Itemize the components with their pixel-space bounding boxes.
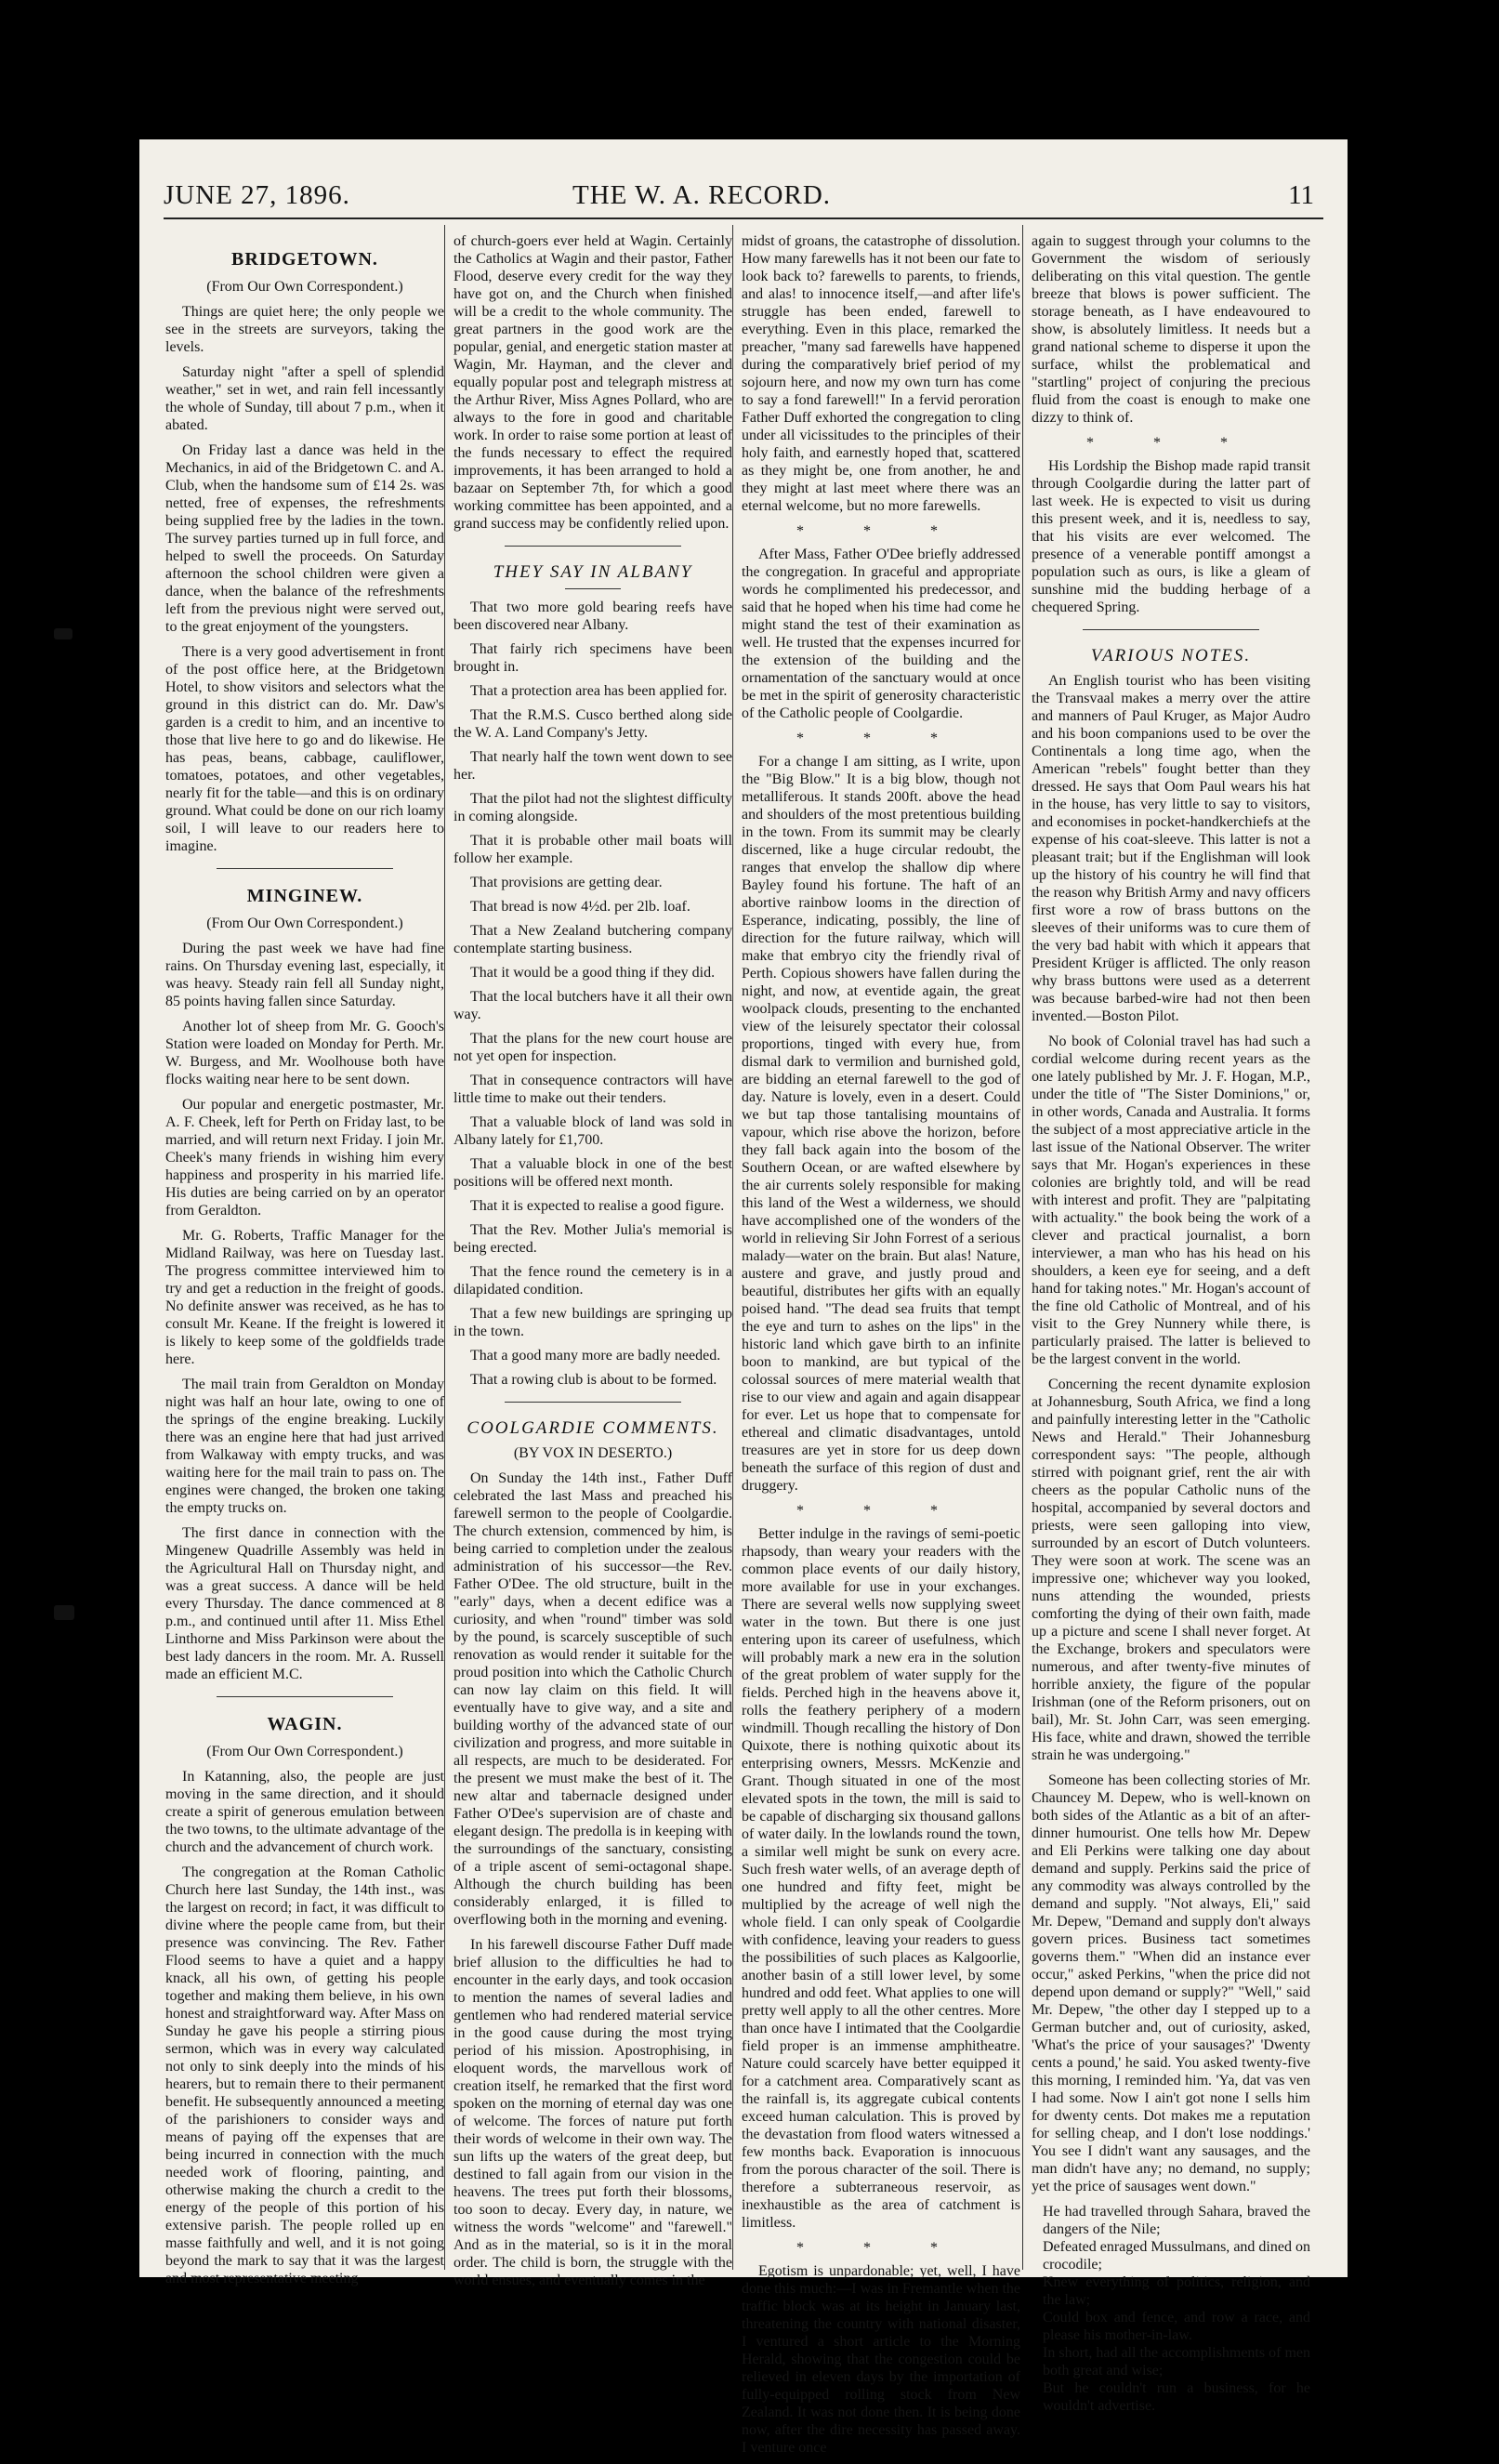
albany-item: That the pilot had not the slightest difficulty in coming alongside. <box>454 791 732 824</box>
article-paragraph: of church-goers ever held at Wagin. Certainly the Catholics at Wagin and their pastor, Father Flood, deserve every credit for the way they have got on, and the Church when finished will be a credit to the whole community. The great partners in the good work are the popular, genial, and energetic station master at Wagin, Mr. Hayman, and the clever and equally popular post and telegraph mistress at the Arthur River, Miss Agnes Pollard, who are always to the fore in good and charitable work. In order to raise some portion at least of the funds necessary to effect the required improvements, it has been arranged to hold a bazaar on September 7th, for which a good working committee has been appointed, and a grand success may be confidently relied upon. <box>454 233 732 532</box>
section-divider <box>505 1402 681 1403</box>
article-paragraph: Better indulge in the ravings of semi-poetic rhapsody, than weary your readers with the common place events of our daily history, more available for use in your exchanges. There are several wells now supplying sweet water in the town. But there is one just entering upon its career of usefulness, which will probably mark a new era in the solution of the great problem of water supply for the fields. Perched high in the heavens above it, rolls the feathery periphery of a modern windmill. Though recalling the history of Don Quixote, there is nothing quixotic about its enterprising owners, Messrs. McKenzie and Grant. Though situated in one of the most elevated spots in the town, the mill is said to be capable of discharging six thousand gallons of water daily. In the lowlands round the town, a similar well might be sunk on every acre. Such fresh water wells, of an average depth of one hundred and fifty feet, might be multiplied by the acreage of well nigh the whole field. I can only speak of Coolgardie with confidence, leaving your readers to guess the possibilities of such places as Kalgoorlie, another basin of a still lower level, by some hundred and odd feet. What applies to one will pretty well apply to all the other centres. More than once have I intimated that the Coolgardie field proper is an immense amphitheatre. Nature could scarcely have better equipped it for a catchment area. Comparatively scant as the rainfall is, its aggregate cubical contents exceed human calculation. This is proved by the devastation from flood waters witnessed a few months back. Evaporation is innocuous from the porous character of the soil. There is therefore a subterraneous reservoir, as inexhaustible as the area of catchment is limitless. <box>742 1526 1020 2231</box>
albany-item: That the fence round the cemetery is in a dilapidated condition. <box>454 1264 732 1298</box>
albany-item: That in consequence contractors will have little time to make out their tenders. <box>454 1073 732 1106</box>
article-paragraph: Egotism is unpardonable; yet, well, I have done this much:—I was in Fremantle when the traffic block was at its height in January last, threatening the country with national disaster, I ventured a short article to the Morning Herald, showing that the congestion could be relieved in eleven days by the importation of fully-equipped rolling stock from New Zealand. It was not done then. It is being done now, after the dire necessity has passed away. I venture once <box>742 2263 1020 2456</box>
correspondent-line: (From Our Own Correspondent.) <box>206 916 403 931</box>
byline: (BY VOX IN DESERTO.) <box>513 1445 673 1461</box>
section-break-stars: * * * <box>796 731 966 746</box>
article-paragraph: Another lot of sheep from Mr. G. Gooch's Station were loaded on Monday for Perth. Mr. W. Burgess, and Mr. Woolhouse both have flocks waiting near here to be sent down. <box>165 1019 444 1087</box>
verse <box>1032 2203 1310 2415</box>
section-break-stars: * * * <box>796 2240 966 2256</box>
correspondent-line: (From Our Own Correspondent.) <box>206 1744 403 1759</box>
section-break-stars: * * * <box>796 1503 966 1519</box>
article-paragraph: There is a very good advertisement in front of the post office here, at the Bridgetown Hotel, to show visitors and selectors what the ground in this district can do. Mr. Daw's garden is a credit to him, and an incentive to those that live here to go and do likewise. He has peas, beans, cabbage, cauliflower, tomatoes, potatoes, and other vegetables, nearly fit for the table—and this is on ordinary ground. What could be done on our rich loamy soil, I will leave to our readers here to imagine. <box>165 644 444 854</box>
masthead <box>164 180 1323 212</box>
article-paragraph: In his farewell discourse Father Duff made brief allusion to the difficulties he had to encounter in the early days, and took occasion to mention the names of several ladies and gentlemen who had rendered material service in the good cause during the most trying period of his mission. Apostrophising, in eloquent words, the marvellous work of creation itself, he remarked that the first word spoken on the morning of eternal day was one of welcome. The forces of nature put forth their words of welcome in their own way. The sun lifts up the waters of the great deep, but destined to fall again from our vision in the heavens. The trees put forth their blossoms, too soon to decay. Every day, in nature, we witness the words "welcome" and "farewell." And as in the material, so is it in the moral order. The child is born, the struggle with the world ensues, and eventually comes in the <box>454 1937 732 2288</box>
albany-item: That provisions are getting dear. <box>470 875 663 890</box>
article-paragraph: For a change I am sitting, as I write, upon the "Big Blow." It is a big blow, though not metalliferous. It stands 200ft. above the head and shoulders of the most pretentious building in the town. From its summit may be clearly discerned, like a huge circular redoubt, the ranges that envelop the shallow dip where Bayley found his fortune. The haft of an abortive rainbow looms in the direction of Esperance, indicating, possibly, the line of direction for the future railway, which will make that embryo city the friendly rival of Perth. Copious showers have fallen during the night, and now, at eventide again, the great woolpack clouds, presenting to the enchanted view of the leisurely spectator their colossal proportions, tinged with every hue, from dismal dark to vermilion and burnished gold, are bidding an eternal farewell to the god of day. Nature is lovely, even in a desert. Could we but tap those tantalising mountains of vapour, which rise above the horizon, before they fall back again into the bosom of the Southern Ocean, or are wafted elsewhere by the air currents solely responsible for making this land of the West a wilderness, we should have accomplished one of the wonders of the world in relieving Sir John Forrest of a serious malady—water on the brain. But alas! Nature, austere and grave, and justly proud and beautiful, distributes her gifts with an equally poised hand. "The dead sea fruits that tempt the eye and turn to ashes on the lips" in the historic land which gave birth to an infinite boon to mankind, are but typical of the colossal sources of mere material wealth that rise to our view and again and again disappear for ever. Let us hope that to compensate for ethereal and climatic disadvantages, untold treasures are yet in store for us deep down beneath the surface of this region of dust and druggery. <box>742 754 1020 1494</box>
verse-line: Knew everything of politics, religion, and the law; <box>1043 2274 1310 2308</box>
verse-line: Could box and fence, and row a race, and please his mother-in-law. <box>1043 2310 1310 2343</box>
albany-item: That fairly rich specimens have been brought in. <box>454 641 732 675</box>
article-paragraph: The mail train from Geraldton on Monday night was half an hour late, owing to one of the springs of the engine breaking. Luckily there was an engine here that had just arrived from Walkaway with empty trucks, and was waiting here for the mail train to pass on. The engines were changed, the broken one taking the empty trucks on. <box>165 1377 444 1516</box>
column-2 <box>454 232 732 2297</box>
masthead-rule <box>164 217 1323 219</box>
article-paragraph: The first dance in connection with the Mingenew Quadrille Assembly was held in the Agricultural Hall on Thursday night, and was a great success. A dance will be held every Thursday. The dance commenced at 8 p.m., and continued until after 11. Miss Ethel Linthorne and Miss Parkinson were about the best lady dancers in the room. Mr. A. Russell made an efficient M.C. <box>165 1525 444 1682</box>
albany-item: That it is expected to realise a good figure. <box>470 1198 725 1214</box>
section-divider <box>505 546 681 547</box>
albany-item: That nearly half the town went down to see her. <box>454 749 732 783</box>
article-paragraph: No book of Colonial travel has had such a cordial welcome during recent years as the one lately published by Mr. J. F. Hogan, M.P., under the title of "The Sister Dominions," or, in other words, Canada and Australia. It forms the subject of a most appreciative article in the last issue of the National Observer. The writer says that Mr. Hogan's experiences in these colonies are brightly told, and will be read with interest and profit. They are "palpitating with actuality." the book being the work of a clever and practical journalist, a born interviewer, a man who has his head on his shoulders, a keen eye for seeing, and a deft hand for taking notes." Mr. Hogan's account of the fine old Catholic of Montreal, and of his visit to the Grey Nunnery while there, is particularly praised. The latter is believed to be the largest convent in the world. <box>1032 1034 1310 1367</box>
albany-list <box>454 599 732 1389</box>
article-paragraph: Saturday night "after a spell of splendid weather," set in wet, and rain fell incessantly the whole of Sunday, till about 7 p.m., when it abated. <box>165 364 444 433</box>
albany-item: That a protection area has been applied for. <box>470 683 728 699</box>
article-paragraph: After Mass, Father O'Dee briefly addressed the congregation. In graceful and appropriate words he complimented his predecessor, and said that he hoped when his time had come he might stand the test of their examination as well. He trusted that the expenses incurred for the extension of the building and the ornamentation of the sanctuary would at once be met in the spirit of generosity characteristic of the Catholic people of Coolgardie. <box>742 547 1020 721</box>
scan-margin-mark <box>54 628 72 639</box>
article-paragraph: Our popular and energetic postmaster, Mr. A. F. Cheek, left for Perth on Friday last, to be married, and will return next Friday. I join Mr. Cheek's many friends in wishing him every happiness and prosperity in his married life. His duties are being carried on by an operator from Geraldton. <box>165 1097 444 1219</box>
albany-item: That a valuable block of land was sold in Albany lately for £1,700. <box>454 1114 732 1148</box>
column-4 <box>1032 232 1310 2415</box>
correspondent-line: (From Our Own Correspondent.) <box>206 279 403 295</box>
section-title-albany: THEY SAY IN ALBANY <box>493 562 693 582</box>
albany-item: That it is probable other mail boats will follow her example. <box>454 833 732 866</box>
section-title-coolgardie: COOLGARDIE COMMENTS. <box>467 1418 719 1438</box>
article-paragraph: The congregation at the Roman Catholic Church here last Sunday, the 14th inst., was the largest on record; in fact, it was difficult to divine where the people came from, but their presence was convincing. The Rev. Father Flood seems to have a quiet and a happy knack, all his own, of getting his people together and making them believe, in his own honest and straightforward way. After Mass on Sunday he gave his people a stirring pious sermon, which was in every way calculated not only to sink deeply into the minds of his hearers, but to remain there to their permanent benefit. He subsequently announced a meeting of the parishioners to consider ways and means of paying off the expenses that are being incurred in connection with the much needed work of flooring, painting, and otherwise making the church a credit to the energy of the people of this portion of his extensive parish. The people rolled up en masse faithfully and well, and it is not going beyond the mark to say that it was the largest and most representative meeting <box>165 1864 444 2286</box>
albany-item: That a few new buildings are springing up in the town. <box>454 1306 732 1339</box>
column-rule <box>732 225 733 2270</box>
albany-item: That it would be a good thing if they did. <box>470 965 716 981</box>
albany-item: That a valuable block in one of the best positions will be offered next month. <box>454 1156 732 1190</box>
article-paragraph: On Sunday the 14th inst., Father Duff celebrated the last Mass and preached his farewell sermon to the people of Coolgardie. The church extension, commenced by him, is being carried to completion under the zealous administration of his successor—the Rev. Father O'Dee. The old structure, built in the "early" days, when a decent edifice was a curiosity, and when "round" timber was sold by the pound, is scarcely susceptible of such renovation as would render it suitable for the proud position into which the Catholic Church can now lay claim on this field. It will eventually have to give way, and a site and building worthy of the advanced state of our civilization and progress, and more suitable in all respects, are much to be desiderated. For the present we must make the best of it. The new altar and tabernacle designed under Father O'Dee's supervision are of chaste and elegant design. The predolla is in keeping with the surroundings of the sanctuary, consisting of a triple ascent of semi-octagonal shape. Although the church building has been considerably enlarged, it is filled to overflowing both in the morning and evening. <box>454 1470 732 1928</box>
section-title-bridgetown: BRIDGETOWN. <box>231 249 378 270</box>
section-divider <box>217 1696 393 1697</box>
article-paragraph: On Friday last a dance was held in the Mechanics, in aid of the Bridgetown C. and A. Club, when the handsome sum of £14 2s. was netted, free of expenses, the refreshments being supplied free by the ladies in the town. The survey parties turned up in full force, and helped to swell the proceeds. On Saturday afternoon the school children were given a dance, when the balance of the refreshments left from the previous night were served out, to the great enjoyment of the youngsters. <box>165 442 444 635</box>
article-paragraph: An English tourist who has been visiting the Transvaal makes a merry over the attire and manners of Paul Kruger, as Major Audro and his boon companions used to be over the Continentals a long time ago, when the American "rebels" fought better than they dressed. He says that Oom Paul wears his hat in the house, has very little to say to visitors, and economises in pocket-handkerchiefs at the expense of his coat-sleeve. This latter is not a pleasant trait; but if the Englishman will look up the history of his country he will find that the reason why British Army and navy officers first wore a row of brass buttons on the sleeves of their uniforms was to cure them of the very bad habit with which it appears that President Krüger is afflicted. The only reason why brass buttons were used as a deterrent was because barbed-wire had not then been invented.—Boston Pilot. <box>1032 673 1310 1024</box>
article-paragraph: In Katanning, also, the people are just moving in the same direction, and it should create a spirit of generous emulation between the two towns, to the ultimate advantage of the church and the advancement of church work. <box>165 1769 444 1855</box>
article-paragraph: Concerning the recent dynamite explosion at Johannesburg, South Africa, we find a long and painfully interesting letter in the "Catholic News and Herald." Their Johannesburg correspondent says: "The people, although stirred with poignant grief, rent the air with cheers as the popular Catholic nuns of the hospital, accompanied by several doctors and priests, were seen galloping into view, surrounded by an escort of Dutch volunteers. They were soon at work. The scene was an impressive one; whichever way you looked, nuns attending the wounded, priests comforting the dying of their own faith, made up a picture and scene I shall never forget. At the Exchange, brokers and speculators were numerous, and after twenty-five minutes of horrible anxiety, the figure of the popular Irishman (one of the Reform prisoners, out on bail), Mr. St. John Carr, was seen emerging. His face, white and drawn, showed the terrible strain he was undergoing." <box>1032 1377 1310 1763</box>
albany-item: That two more gold bearing reefs have been discovered near Albany. <box>454 600 732 633</box>
paper-title: THE W. A. RECORD. <box>572 180 832 210</box>
article-paragraph: His Lordship the Bishop made rapid transit through Coolgardie during the latter part of last week. He is expected to visit us during this present week, and it is, needless to say, that his visits are ever welcomed. The presence of a venerable pontiff amongst a population such as ours, is like a gleam of sunshine mid the budding herbage of a chequered Spring. <box>1032 458 1310 615</box>
column-3 <box>742 232 1020 2464</box>
section-title-minginew: MINGINEW. <box>246 886 363 906</box>
page-number: 11 <box>1288 180 1314 210</box>
verse-line: But he couldn't run a business, for he wouldn't advertise. <box>1043 2380 1310 2414</box>
column-rule <box>1022 225 1023 2270</box>
section-divider <box>217 868 393 869</box>
verse-line: He had travelled through Sahara, braved the dangers of the Nile; <box>1043 2204 1310 2237</box>
albany-item: That a rowing club is about to be formed. <box>470 1372 717 1388</box>
section-break-stars: * * * <box>1086 435 1256 451</box>
albany-item: That a good many more are badly needed. <box>470 1348 721 1364</box>
albany-item: That the R.M.S. Cusco berthed along side the W. A. Land Company's Jetty. <box>454 707 732 741</box>
scan-margin-mark <box>54 1605 74 1620</box>
article-paragraph: again to suggest through your columns to the Government the wisdom of seriously deliberating on this vital question. The gentle breeze that blows is power sufficient. The storage beneath, as I have endeavoured to show, is absolutely limitless. It needs but a grand national scheme to disperse it upon the surface, whilst the problematical and "startling" project of conjuring the precious fluid from the coast is enough to make one dizzy to think of. <box>1032 233 1310 426</box>
newspaper-page <box>139 139 1348 2456</box>
article-paragraph: Things are quiet here; the only people we see in the streets are surveyors, taking the levels. <box>165 304 444 355</box>
albany-item: That the plans for the new court house are not yet open for inspection. <box>454 1031 732 1064</box>
column-rule <box>444 225 445 2270</box>
issue-date: JUNE 27, 1896. <box>164 180 350 210</box>
verse-line: Defeated enraged Mussulmans, and dined on crocodile; <box>1043 2239 1310 2273</box>
albany-item: That the local butchers have it all their own way. <box>454 989 732 1022</box>
albany-item: That a New Zealand butchering company contemplate starting business. <box>454 923 732 956</box>
article-paragraph: midst of groans, the catastrophe of dissolution. How many farewells has it not been our fate to look back to? farewells to parents, to friends, and alas! to innocence itself,—and after life's struggle has been ended, farewell to everything. Even in this place, remarked the preacher, "many sad farewells have happened during the comparatively brief period of my sojourn here, and now my own turn has come to say a fond farewell!" In a fervid peroration Father Duff exhorted the congregation to cling under all vicissitudes to the principles of their holy faith, and earnestly hoped that, scattered as they might be, one from another, he and they might at last meet where there was an eternal welcome, but no more farewells. <box>742 233 1020 514</box>
albany-item: That the Rev. Mother Julia's memorial is being erected. <box>454 1222 732 1256</box>
section-divider <box>1083 629 1259 630</box>
section-title-wagin: WAGIN. <box>267 1714 343 1734</box>
section-title-various-notes: VARIOUS NOTES. <box>1090 646 1252 665</box>
column-1 <box>165 232 444 2295</box>
article-paragraph: Someone has been collecting stories of Mr. Chauncey M. Depew, who is well-known on both sides of the Atlantic as a bit of an after-dinner humourist. One tells how Mr. Depew and Eli Perkins were talking one day about demand and supply. Perkins said the price of any commodity was always controlled by the demand and supply. "Not always, Eli," said Mr. Depew, "Demand and supply don't always govern prices. Business tact sometimes governs them." "When did an instance ever occur," asked Perkins, "when the price did not depend upon demand or supply?" "Well," said Mr. Depew, "the other day I stepped up to a German butcher and, out of curiosity, asked, 'What's the price of your sausages?' 'Dwenty cents a pound,' he said. You asked twenty-five this morning, I reminded him. 'Ya, dat vas ven I had some. Now I ain't got none I sells him for dwenty cents. Dot makes me a reputation for selling cheap, and I don't lose noddings.' You see I didn't want any sausages, and the man didn't have any; no demand, no supply; yet the price of sausages went down." <box>1032 1772 1310 2194</box>
verse-line: In short, had all the accomplishments of men both great and wise; <box>1043 2345 1310 2378</box>
section-break-stars: * * * <box>796 523 966 539</box>
section-divider <box>565 588 621 589</box>
albany-item: That bread is now 4½d. per 2lb. loaf. <box>470 899 690 915</box>
article-paragraph: During the past week we have had fine rains. On Thursday evening last, especially, it was heavy. Steady rain fell all Sunday night, 85 points having fallen since Saturday. <box>165 941 444 1009</box>
article-paragraph: Mr. G. Roberts, Traffic Manager for the Midland Railway, was here on Tuesday last. The progress committee interviewed him to try and get a reduction in the freight of goods. No definite answer was received, as he has to consult Mr. Keane. If the freight is lowered it is likely to keep some of the goldfields trade here. <box>165 1228 444 1367</box>
